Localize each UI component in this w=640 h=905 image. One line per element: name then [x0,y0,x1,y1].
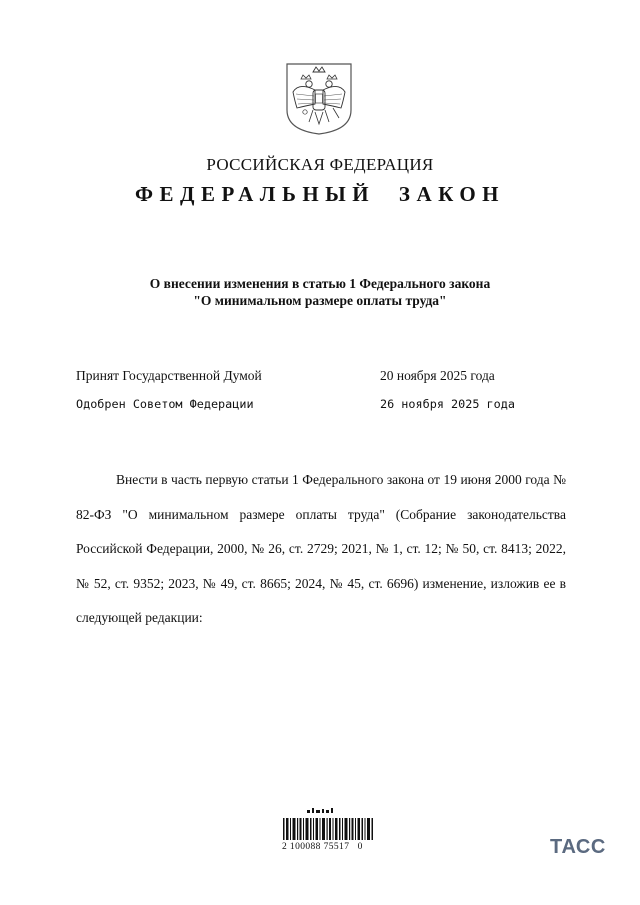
adoption-date: 26 ноября 2025 года [380,397,515,411]
adoption-label: Принят Государственной Думой [76,368,262,383]
adoption-date: 20 ноября 2025 года [380,368,495,383]
adoption-label: Одобрен Советом Федерации [76,397,254,411]
adoption-row-council [76,397,536,411]
tass-watermark: ТАСС [550,836,606,858]
law-title [0,275,640,309]
body-paragraph [76,463,566,636]
country-name: РОССИЙСКАЯ ФЕДЕРАЦИЯ [206,155,434,174]
law-title-line-1: О внесении изменения в статью 1 Федерального закона [149,276,491,291]
law-title-line-2: "О минимальном размере оплаты труда" [193,293,447,308]
body-text: Внести в часть первую статьи 1 Федерального закона от 19 июня 2000 года № 82-ФЗ "О минимальном размере оплаты труда" (Собрание законодательства Российской Федерации, 2000, № 26, ст. 2729; 2021, № 1, ст. 12; № 50, ст. 8413; 2022, № 52, ст. 9352; 2023, № 49, ст. 8665; 2024, № 45, ст. 6696) изменение, изложив ее в следующей редакции: [76,472,566,625]
document-type: ФЕДЕРАЛЬНЫЙ ЗАКОН [135,182,505,206]
coat-of-arms-icon [285,62,353,136]
adoption-row-duma [76,368,536,384]
barcode-number: 2 100088 75517 0 [282,842,363,852]
